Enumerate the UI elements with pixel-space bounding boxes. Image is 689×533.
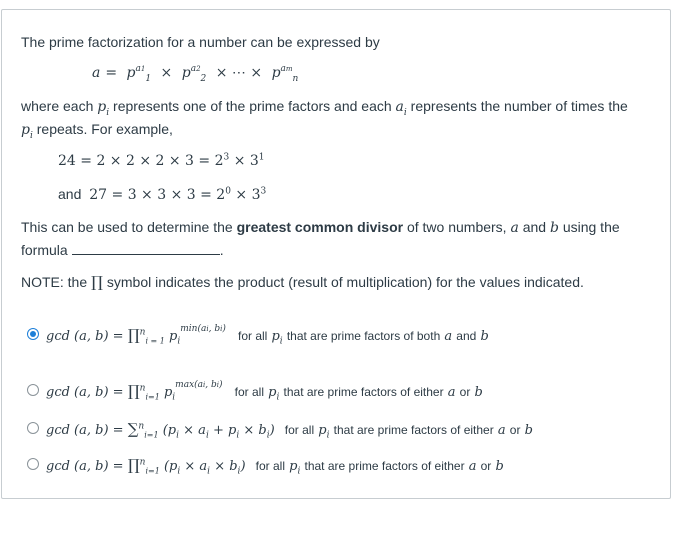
- question-card: [1, 9, 671, 499]
- note-text: NOTE: the ∏ symbol indicates the product (result of multiplication) for the values indicated.: [21, 273, 584, 291]
- option-sum[interactable]: gcd (a, b) = ∑$^n_{i=1}$ $(p_i \times a_i + p_i \times b_i)$ for all $p_i$ that are prime factors of either a or b: [22, 420, 642, 442]
- radio-option-3[interactable]: [27, 422, 39, 434]
- intro-text: The prime factorization for a number can be expressed by: [21, 34, 380, 50]
- option-min[interactable]: gcd (a, b) = ∏$^n_{i = 1}$ $p_i^{min(ai, bi)}$ for all $p_i$ that are prime factors of both a and b: [22, 326, 642, 348]
- option-max[interactable]: gcd (a, b) = ∏$^n_{i=1}$ $p_i^{max(ai, bi)}$ for all $p_i$ that are prime factors of either a or b: [22, 382, 642, 404]
- factorization-formula: $a = p^{a1}_1 \times p^{a2}_2$ × ⋯ × $p^{am}_n$: [92, 64, 299, 84]
- example-24: $24 = 2 \times 2 \times 2 \times 3 = 2^3 \times 3^1$: [58, 152, 265, 169]
- example-27: and $27 = 3 \times 3 \times 3 = 2^0 \times 3^3$: [58, 186, 267, 203]
- where-text-line1: where each $p_i$ represents one of the prime factors and each $a_i$ represents the number of times the: [21, 98, 628, 118]
- product-symbol: ∏: [91, 273, 103, 291]
- answer-blank: [72, 242, 220, 255]
- option-product[interactable]: gcd (a, b) = ∏$^n_{i=1}$ $(p_i \times a_i \times b_i)$ for all $p_i$ that are prime factors of either a or b: [22, 456, 642, 478]
- radio-option-2[interactable]: [27, 384, 39, 396]
- gcd-text-line2: formula .: [21, 242, 224, 258]
- where-text-line2: $p_i$ repeats. For example,: [21, 121, 173, 141]
- gcd-text-line1: This can be used to determine the greatest common divisor of two numbers, a and b using the: [21, 219, 620, 236]
- radio-option-1[interactable]: [27, 328, 39, 340]
- radio-option-4[interactable]: [27, 458, 39, 470]
